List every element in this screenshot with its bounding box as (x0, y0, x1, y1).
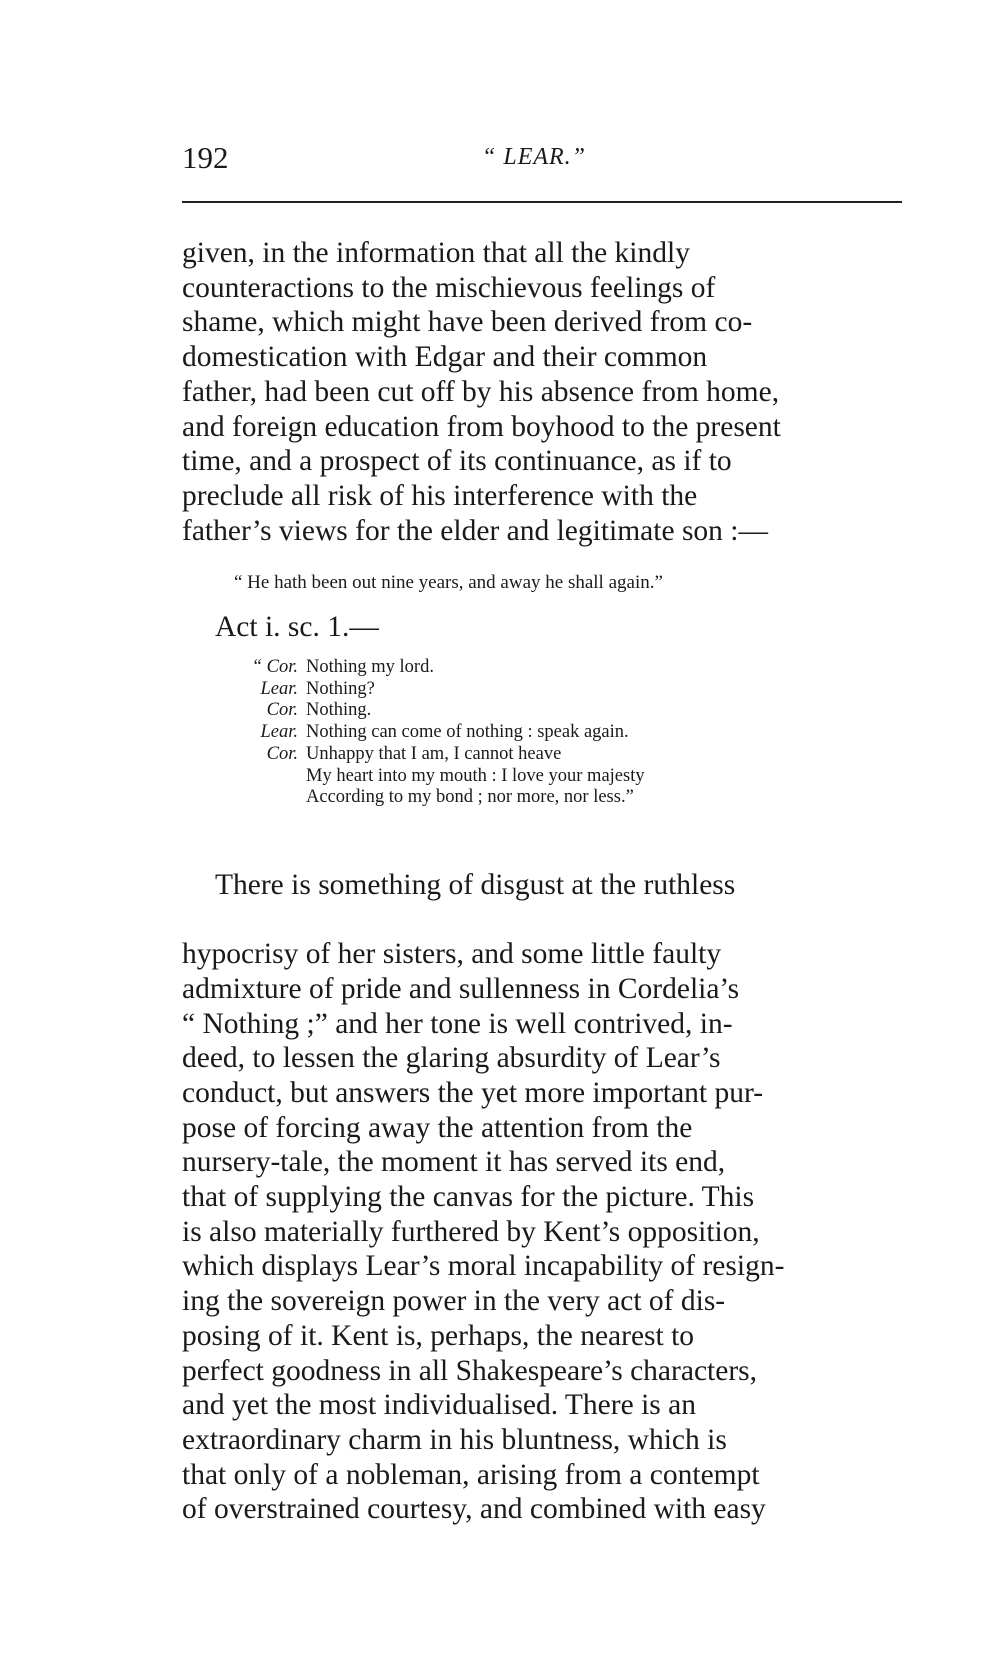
dialogue-line (218, 744, 645, 766)
dialogue-line (218, 657, 645, 679)
dialogue-line (218, 787, 645, 809)
speaker-name: Lear. (260, 722, 298, 743)
speech-text: Unhappy that I am, I cannot heave (306, 743, 562, 764)
speech-text: Nothing? (306, 678, 375, 699)
speaker-name: “ Cor. (251, 657, 298, 677)
dialogue-line (218, 766, 645, 788)
page-number: 192 (182, 140, 229, 175)
paragraph-2 (182, 833, 904, 1527)
speaker-name (218, 766, 306, 788)
page-header (182, 140, 902, 180)
speaker-name: Cor. (266, 700, 298, 721)
speaker-name: Cor. (266, 743, 298, 764)
header-rule (182, 201, 902, 203)
speaker-name: Lear. (260, 678, 298, 699)
dialogue-block (218, 657, 645, 809)
dialogue-line (218, 722, 645, 744)
speaker-name (218, 787, 306, 809)
running-title: “ LEAR.” (482, 144, 587, 170)
paragraph-1: given, in the information that all the kindly counteractions to the mischievous feelings of shame, which might have been derived from co- domestication with Edgar and their common father, had been cut off by his absence from home, and foreign education from boyhood to the present time, and a prospect of its continuance, as if to preclude all risk of his interference with the father’s views for the elder and legitimate son :— (182, 237, 781, 547)
act-reference: Act i. sc. 1.— (215, 611, 379, 643)
speech-text: Nothing can come of nothing : speak again. (306, 722, 629, 743)
speech-text: According to my bond ; nor more, nor less.” (306, 787, 634, 808)
speech-text: Nothing. (306, 700, 372, 721)
block-quote: “ He hath been out nine years, and away he shall again.” (234, 572, 663, 593)
paragraph-2-body: hypocrisy of her sisters, and some little faulty admixture of pride and sullenness in Cordelia’s “ Nothing ;” and her tone is well contrived, in- deed, to lessen the glaring absurdity of Lear’s conduct, but answers the yet more important pur- pose of forcing away the attention from the nursery-tale, the moment it has served its end, that of supplying the canvas for the picture. This is also materially furthered by Kent’s opposition, which displays Lear’s moral incapability of resign- ing the sovereign power in the very act of dis- posing of it. Kent is, perhaps, the nearest to perfect goodness in all Shakespeare’s characters, and yet the most individualised. There is an extraordinary charm in his bluntness, which is that only of a nobleman, arising from a contempt of overstrained courtesy, and combined with easy (182, 938, 785, 1526)
speech-text: Nothing my lord. (306, 657, 434, 677)
speech-text: My heart into my mouth : I love your majesty (306, 765, 645, 786)
dialogue-line (218, 700, 645, 722)
paragraph-2-first-line: There is something of disgust at the ruthless (215, 868, 736, 901)
dialogue-line (218, 679, 645, 701)
